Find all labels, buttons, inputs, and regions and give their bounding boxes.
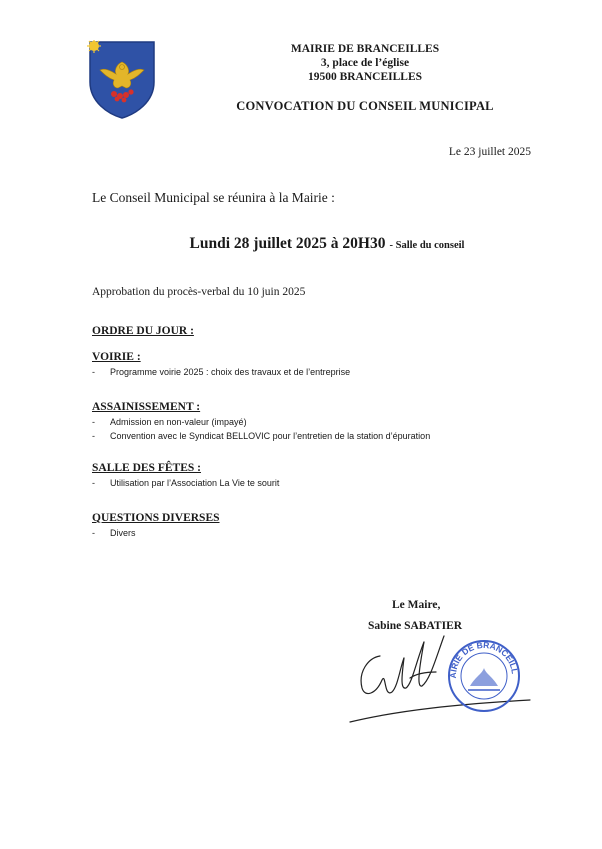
list-item xyxy=(92,476,279,490)
list-bullet: - xyxy=(92,528,95,538)
mairie-postcode-city: 19500 BRANCEILLES xyxy=(307,71,423,83)
list-bullet: - xyxy=(92,367,95,377)
list-item xyxy=(92,365,350,379)
list-bullet: - xyxy=(92,417,95,427)
coat-of-arms-logo xyxy=(84,40,160,120)
list-item-text: Utilisation par l’Association La Vie te sourit xyxy=(110,478,280,488)
list-item xyxy=(92,415,430,429)
section-list-questions-diverses xyxy=(92,526,136,540)
list-item-text: Admission en non-valeur (impayé) xyxy=(110,417,247,427)
section-title-assainissement: ASSAINISSEMENT : xyxy=(92,401,201,413)
list-item-text: Divers xyxy=(110,528,136,538)
section-list-voirie xyxy=(92,365,350,379)
section-list-assainissement xyxy=(92,415,430,443)
list-item xyxy=(92,429,430,443)
approval-text: Approbation du procès-verbal du 10 juin 2025 xyxy=(92,286,306,298)
document-title: CONVOCATION DU CONSEIL MUNICIPAL xyxy=(236,99,494,113)
document-date: Le 23 juillet 2025 xyxy=(448,146,531,158)
list-item-text: Convention avec le Syndicat BELLOVIC pour l’entretien de la station d’épuration xyxy=(110,431,431,441)
mairie-name: MAIRIE DE BRANCEILLES xyxy=(290,43,440,55)
mairie-address: 3, place de l’église xyxy=(320,57,410,69)
section-title-questions-diverses: QUESTIONS DIVERSES xyxy=(92,512,220,524)
meeting-datetime: Lundi 28 juillet 2025 à 20H30 xyxy=(189,235,386,252)
meeting-room: - Salle du conseil xyxy=(389,240,465,251)
intro-text: Le Conseil Municipal se réunira à la Mairie : xyxy=(92,190,335,205)
meeting-line xyxy=(92,235,562,253)
signer-title: Le Maire, xyxy=(392,599,441,611)
section-list-salle-des-fetes xyxy=(92,476,279,490)
seal-text: AIRIE DE BRANCEILL xyxy=(447,639,520,679)
mairie-seal-stamp xyxy=(446,638,522,714)
list-bullet: - xyxy=(92,431,95,441)
list-item xyxy=(92,526,136,540)
section-title-voirie: VOIRIE : xyxy=(92,351,141,363)
list-item-text: Programme voirie 2025 : choix des travaux et de l’entreprise xyxy=(110,367,351,377)
agenda-title: ORDRE DU JOUR : xyxy=(92,325,194,337)
list-bullet: - xyxy=(92,478,95,488)
signer-name: Sabine SABATIER xyxy=(368,620,463,632)
mairie-header xyxy=(250,42,480,84)
section-title-salle-des-fetes: SALLE DES FÊTES : xyxy=(92,462,201,474)
